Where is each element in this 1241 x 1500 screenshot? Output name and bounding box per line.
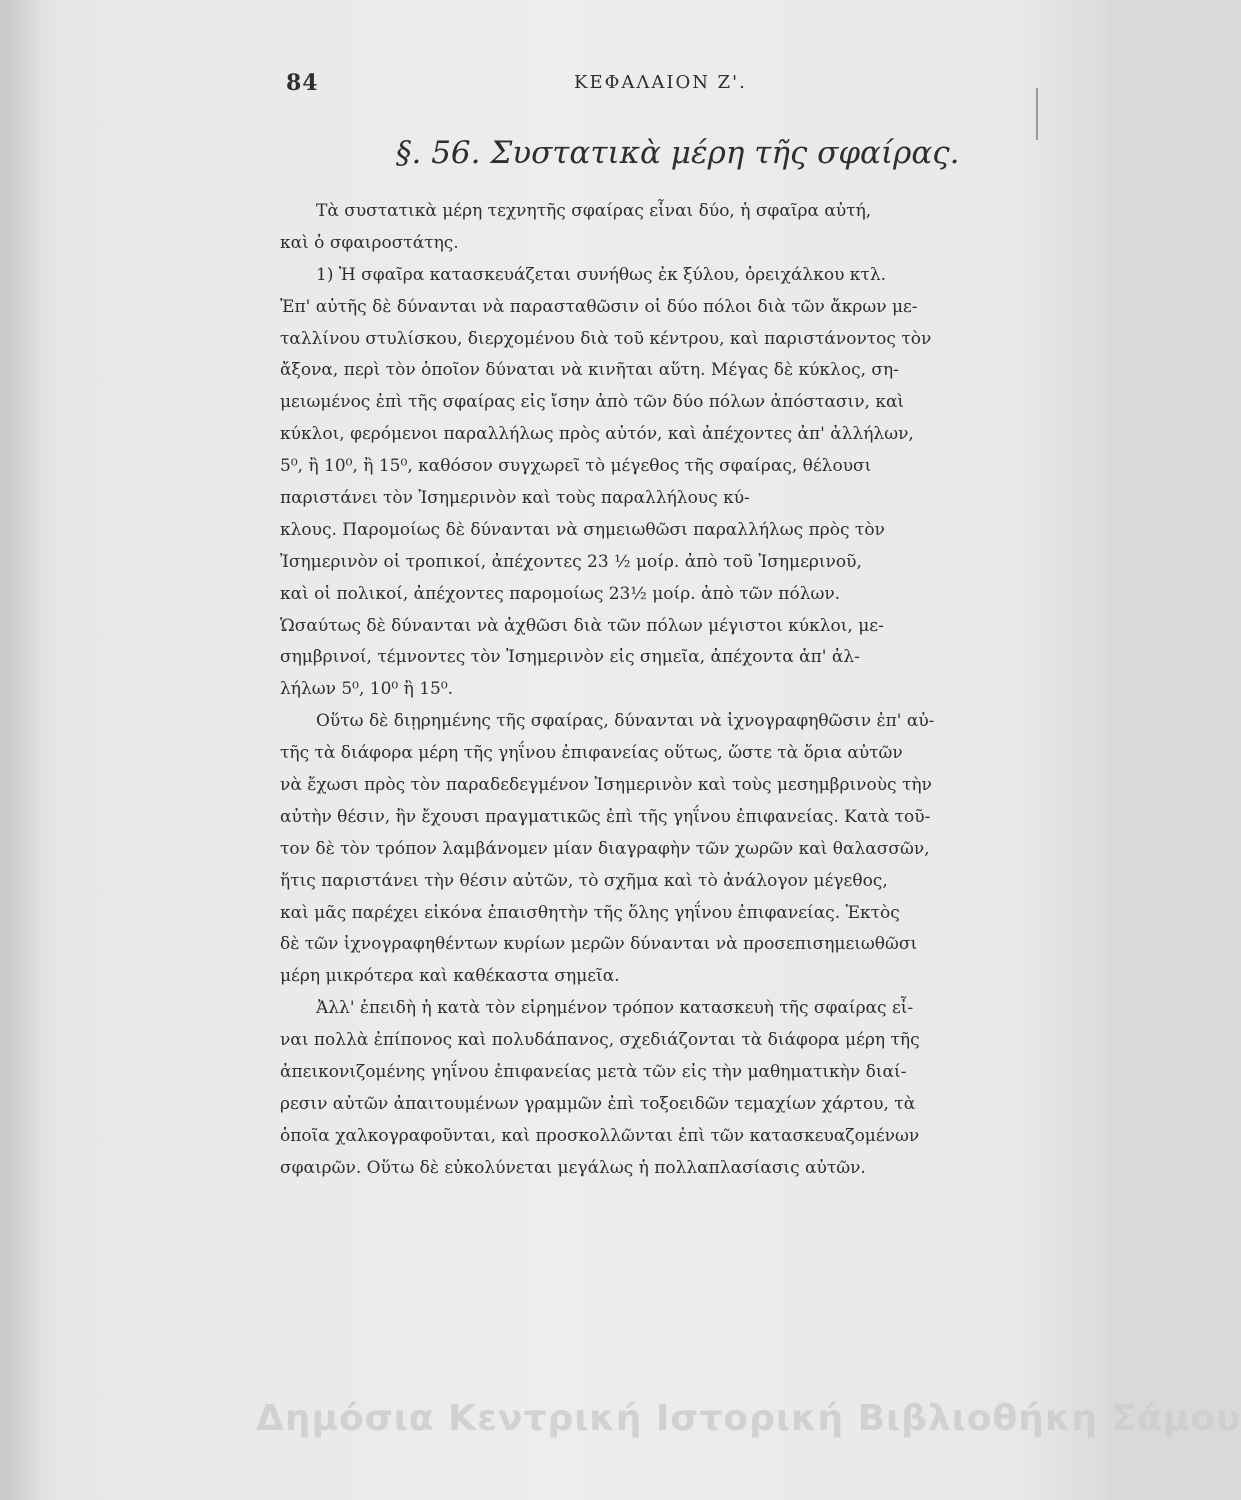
text-line: τῆς τὰ διάφορα μέρη τῆς γηΐνου ἐπιφανείας οὕτως, ὥστε τὰ ὅρια αὐτῶν bbox=[280, 743, 903, 764]
text-line: Ὡσαύτως δὲ δύνανται νὰ ἀχθῶσι διὰ τῶν πόλων μέγιστοι κύκλοι, με- bbox=[280, 615, 884, 636]
text-line: μειωμένος ἐπὶ τῆς σφαίρας εἰς ἴσην ἀπὸ τῶν δύο πόλων ἀπόστασιν, καὶ bbox=[280, 392, 905, 413]
text-line: καὶ μᾶς παρέχει εἰκόνα ἐπαισθητὴν τῆς ὅλης γηΐνου ἐπιφανείας. Ἐκτὸς bbox=[280, 902, 900, 923]
text-line: ἄξονα, περὶ τὸν ὁποῖον δύναται νὰ κινῆται αὕτη. Μέγας δὲ κύκλος, ση- bbox=[280, 360, 899, 381]
section-title: §. 56. Συστατικὰ μέρη τῆς σφαίρας. bbox=[396, 135, 960, 171]
library-watermark: Δημόσια Κεντρική Ιστορική Βιβλιοθήκη Σάμου bbox=[256, 1398, 1241, 1439]
text-line: Ἰσημερινὸν οἱ τροπικοί, ἀπέχοντες 23 ½ μοίρ. ἀπὸ τοῦ Ἰσημερινοῦ, bbox=[280, 551, 862, 572]
page-header bbox=[286, 70, 986, 100]
text-line: ἀπεικονιζομένης γηΐνου ἐπιφανείας μετὰ τῶν εἰς τὴν μαθηματικὴν διαί- bbox=[280, 1062, 907, 1083]
spine-shadow bbox=[0, 0, 40, 1500]
text-line: ταλλίνου στυλίσκου, διερχομένου διὰ τοῦ κέντρου, καὶ παριστάνοντος τὸν bbox=[280, 328, 932, 349]
text-line: Τὰ συστατικὰ μέρη τεχνητῆς σφαίρας εἶναι δύο, ἡ σφαῖρα αὐτή, bbox=[316, 201, 872, 221]
text-line: ναι πολλὰ ἐπίπονος καὶ πολυδάπανος, σχεδιάζονται τὰ διάφορα μέρη τῆς bbox=[280, 1030, 920, 1051]
text-line: 5⁰, ἢ 10⁰, ἢ 15⁰, καθόσον συγχωρεῖ τὸ μέγεθος τῆς σφαίρας, θέλουσι bbox=[280, 456, 872, 477]
text-line: τον δὲ τὸν τρόπον λαμβάνομεν μίαν διαγραφὴν τῶν χωρῶν καὶ θαλασσῶν, bbox=[280, 838, 930, 859]
text-line: δὲ τῶν ἰχνογραφηθέντων κυρίων μερῶν δύνανται νὰ προσεπισημειωθῶσι bbox=[280, 934, 918, 955]
text-line: Οὕτω δὲ διῃρημένης τῆς σφαίρας, δύνανται νὰ ἰχνογραφηθῶσιν ἐπ' αὐ- bbox=[316, 711, 935, 732]
text-line: ὁποῖα χαλκογραφοῦνται, καὶ προσκολλῶνται ἐπὶ τῶν κατασκευαζομένων bbox=[280, 1125, 920, 1146]
text-line: νὰ ἔχωσι πρὸς τὸν παραδεδεγμένον Ἰσημερινὸν καὶ τοὺς μεσημβρινοὺς τὴν bbox=[280, 775, 932, 796]
margin-mark bbox=[1036, 88, 1038, 140]
text-line: 1) Ἡ σφαῖρα κατασκευάζεται συνήθως ἐκ ξύλου, ὀρειχάλκου κτλ. bbox=[316, 264, 887, 285]
text-line: σφαιρῶν. Οὕτω δὲ εὐκολύνεται μεγάλως ἡ πολλαπλασίασις αὐτῶν. bbox=[280, 1157, 866, 1178]
text-line: μέρη μικρότερα καὶ καθέκαστα σημεῖα. bbox=[280, 966, 620, 987]
text-line: αὐτὴν θέσιν, ἣν ἔχουσι πραγματικῶς ἐπὶ τῆς γηΐνου ἐπιφανείας. Κατὰ τοῦ- bbox=[280, 806, 931, 827]
page-number: 84 bbox=[286, 70, 319, 96]
running-head: ΚΕΦΑΛΑΙΟΝ Ζ'. bbox=[574, 72, 747, 93]
text-line: σημβρινοί, τέμνοντες τὸν Ἰσημερινὸν εἰς σημεῖα, ἀπέχοντα ἀπ' ἀλ- bbox=[280, 647, 860, 668]
text-line: λήλων 5⁰, 10⁰ ἢ 15⁰. bbox=[280, 679, 454, 700]
text-line: καὶ οἱ πολικοί, ἀπέχοντες παρομοίως 23½ μοίρ. ἀπὸ τῶν πόλων. bbox=[280, 583, 841, 604]
text-line: ἥτις παριστάνει τὴν θέσιν αὐτῶν, τὸ σχῆμα καὶ τὸ ἀνάλογον μέγεθος, bbox=[280, 870, 888, 891]
text-line: καὶ ὁ σφαιροστάτης. bbox=[280, 232, 459, 253]
text-line: παριστάνει τὸν Ἰσημερινὸν καὶ τοὺς παραλλήλους κύ- bbox=[280, 488, 750, 509]
text-line: ρεσιν αὐτῶν ἀπαιτουμένων γραμμῶν ἐπὶ τοξοειδῶν τεμαχίων χάρτου, τὰ bbox=[280, 1093, 916, 1114]
text-line: Ἀλλ' ἐπειδὴ ἡ κατὰ τὸν εἰρημένον τρόπον κατασκευὴ τῆς σφαίρας εἶ- bbox=[316, 998, 914, 1019]
text-line: κλους. Παρομοίως δὲ δύνανται νὰ σημειωθῶσι παραλλήλως πρὸς τὸν bbox=[280, 519, 885, 540]
text-line: κύκλοι, φερόμενοι παραλλήλως πρὸς αὐτόν, καὶ ἀπέχοντες ἀπ' ἀλλήλων, bbox=[280, 424, 914, 445]
text-line: Ἐπ' αὐτῆς δὲ δύνανται νὰ παρασταθῶσιν οἱ δύο πόλοι διὰ τῶν ἄκρων με- bbox=[280, 296, 918, 317]
body-text bbox=[280, 196, 956, 1185]
